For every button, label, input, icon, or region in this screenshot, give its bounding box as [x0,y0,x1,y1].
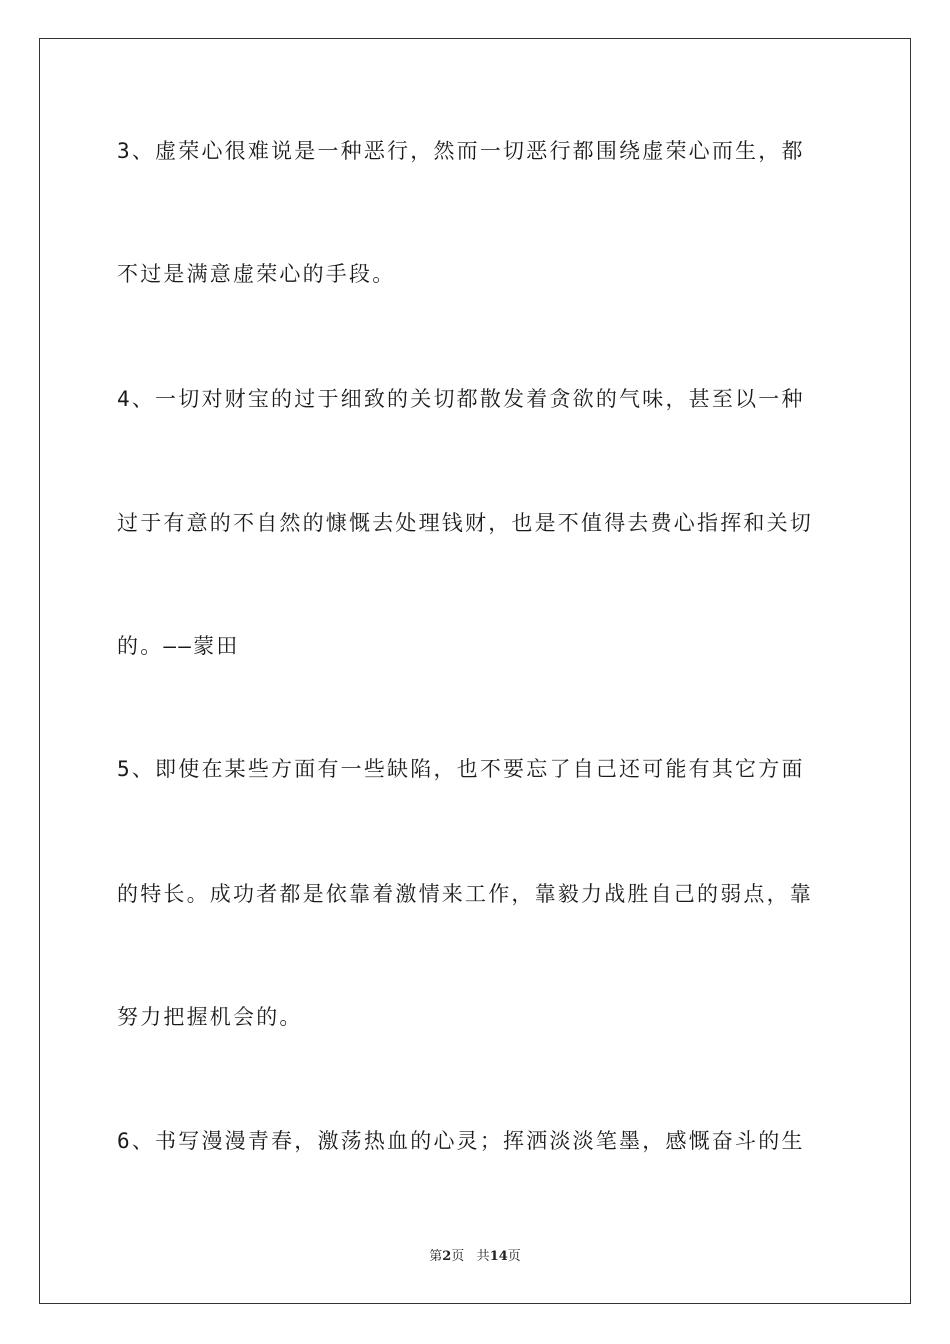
text-line: 努力把握机会的。 [117,1005,303,1029]
total-pages: 14 [489,1249,508,1264]
page-number: 2 [442,1249,452,1264]
page-border [39,38,911,1304]
text-line: 过于有意的不自然的慷慨去处理钱财，也是不值得去费心指挥和关切 [117,511,813,535]
page-prefix: 第 [429,1249,443,1264]
total-suffix: 页 [507,1249,521,1264]
page-footer [0,1248,950,1266]
total-prefix: 共 [476,1249,490,1264]
text-line: 3、虚荣心很难说是一种恶行，然而一切恶行都围绕虚荣心而生，都 [117,139,805,163]
text-line: 4、一切对财宝的过于细致的关切都散发着贪欲的气味，甚至以一种 [117,387,805,411]
text-line: 不过是满意虚荣心的手段。 [117,262,396,286]
text-line: 的。——蒙田 [117,634,240,658]
text-line: 的特长。成功者都是依靠着激情来工作，靠毅力战胜自己的弱点，靠 [117,882,813,906]
text-line: 5、即使在某些方面有一些缺陷，也不要忘了自己还可能有其它方面 [117,757,805,781]
text-line: 6、书写漫漫青春，激荡热血的心灵；挥洒淡淡笔墨，感慨奋斗的生 [117,1129,805,1153]
page-suffix: 页 [451,1249,465,1264]
